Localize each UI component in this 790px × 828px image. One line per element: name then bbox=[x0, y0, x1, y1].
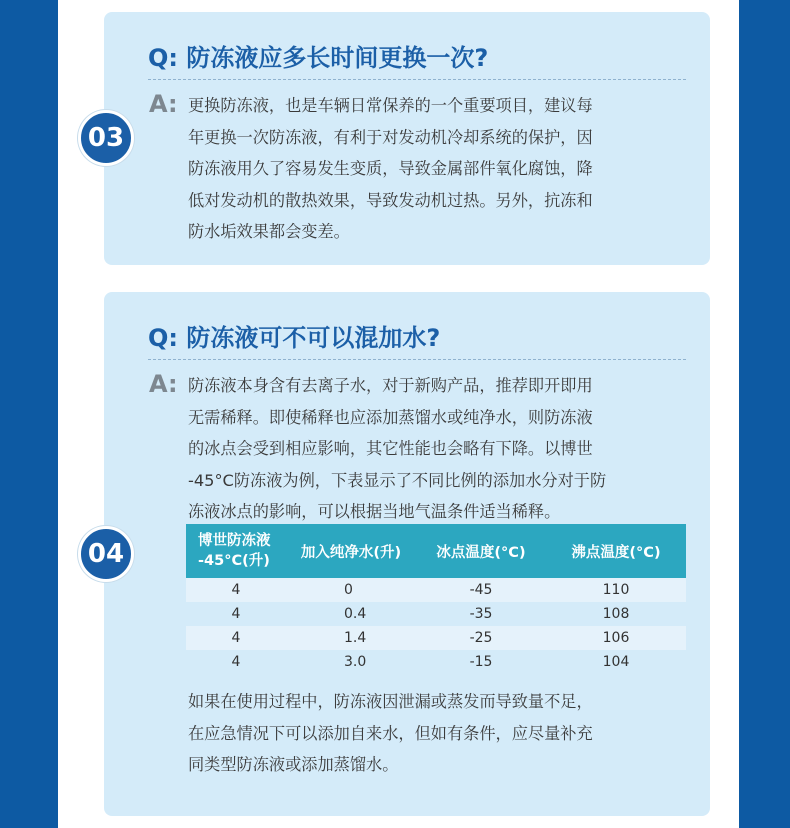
table-row bbox=[186, 578, 686, 602]
column-header: 加入纯净水(升) bbox=[300, 544, 402, 561]
table-cell: -35 bbox=[469, 606, 493, 622]
table-row bbox=[186, 626, 686, 650]
divider bbox=[148, 359, 686, 360]
faq-card-03 bbox=[104, 12, 710, 265]
table-cell: 4 bbox=[231, 606, 241, 622]
table-header bbox=[186, 524, 686, 578]
answer-marker: A: bbox=[149, 370, 178, 398]
table-cell: 104 bbox=[602, 654, 630, 670]
answer-line: 冻液冰点的影响，可以根据当地气温条件适当稀释。 bbox=[188, 502, 561, 521]
table-cell: 110 bbox=[602, 582, 630, 598]
faq-card-04 bbox=[104, 292, 710, 816]
answer-marker: A: bbox=[149, 90, 178, 118]
table-cell: 106 bbox=[602, 630, 630, 646]
table-cell: 4 bbox=[231, 630, 241, 646]
answer-line: 低对发动机的散热效果，导致发动机过热。另外，抗冻和 bbox=[188, 190, 593, 210]
footer-line: 在应急情况下可以添加自来水，但如有条件，应尽量补充 bbox=[188, 723, 593, 743]
footer-text bbox=[188, 686, 688, 781]
table-body bbox=[186, 578, 686, 674]
answer-line: 的冰点会受到相应影响，其它性能也会略有下降。以博世 bbox=[188, 439, 593, 458]
table-cell: -25 bbox=[469, 630, 493, 646]
table-cell: 1.4 bbox=[344, 630, 367, 646]
column-header: 冰点温度(°C) bbox=[436, 544, 526, 561]
section-number-badge: 04 bbox=[78, 526, 134, 582]
table-cell: 0.4 bbox=[344, 606, 367, 622]
table-cell: -15 bbox=[469, 654, 493, 670]
answer-line: 无需稀释。即使稀释也应添加蒸馏水或纯净水，则防冻液 bbox=[188, 407, 593, 427]
column-header: 沸点温度(°C) bbox=[571, 544, 661, 561]
answer-line: 防冻液本身含有去离子水，对于新购产品，推荐即开即用 bbox=[188, 376, 593, 395]
table-row bbox=[186, 650, 686, 674]
answer-text bbox=[188, 370, 678, 528]
answer-line: -45°C防冻液为例，下表显示了不同比例的添加水分对于防 bbox=[188, 470, 607, 490]
table-cell: 4 bbox=[231, 582, 241, 598]
question-title: Q: 防冻液可不可以混加水? bbox=[148, 324, 441, 352]
table-cell: 4 bbox=[231, 654, 241, 670]
column-header: 博世防冻液 -45°C(升) bbox=[198, 533, 271, 569]
answer-text bbox=[188, 90, 678, 248]
answer-line: 防冻液用久了容易发生变质，导致金属部件氧化腐蚀，降 bbox=[188, 159, 593, 178]
table-cell: 0 bbox=[344, 582, 353, 598]
divider bbox=[148, 79, 686, 80]
table-row bbox=[186, 602, 686, 626]
question-title: Q: 防冻液应多长时间更换一次? bbox=[148, 44, 489, 72]
answer-line: 更换防冻液，也是车辆日常保养的一个重要项目，建议每 bbox=[188, 96, 593, 115]
footer-line: 同类型防冻液或添加蒸馏水。 bbox=[188, 755, 399, 774]
footer-line: 如果在使用过程中，防冻液因泄漏或蒸发而导致量不足， bbox=[188, 692, 593, 711]
answer-line: 防水垢效果都会变差。 bbox=[188, 222, 350, 241]
table-cell: 108 bbox=[602, 606, 630, 622]
table-cell: -45 bbox=[469, 582, 493, 598]
dilution-table bbox=[186, 524, 686, 674]
table-cell: 3.0 bbox=[344, 654, 367, 670]
answer-line: 年更换一次防冻液，有利于对发动机冷却系统的保护，因 bbox=[188, 127, 593, 147]
section-number-badge: 03 bbox=[78, 110, 134, 166]
